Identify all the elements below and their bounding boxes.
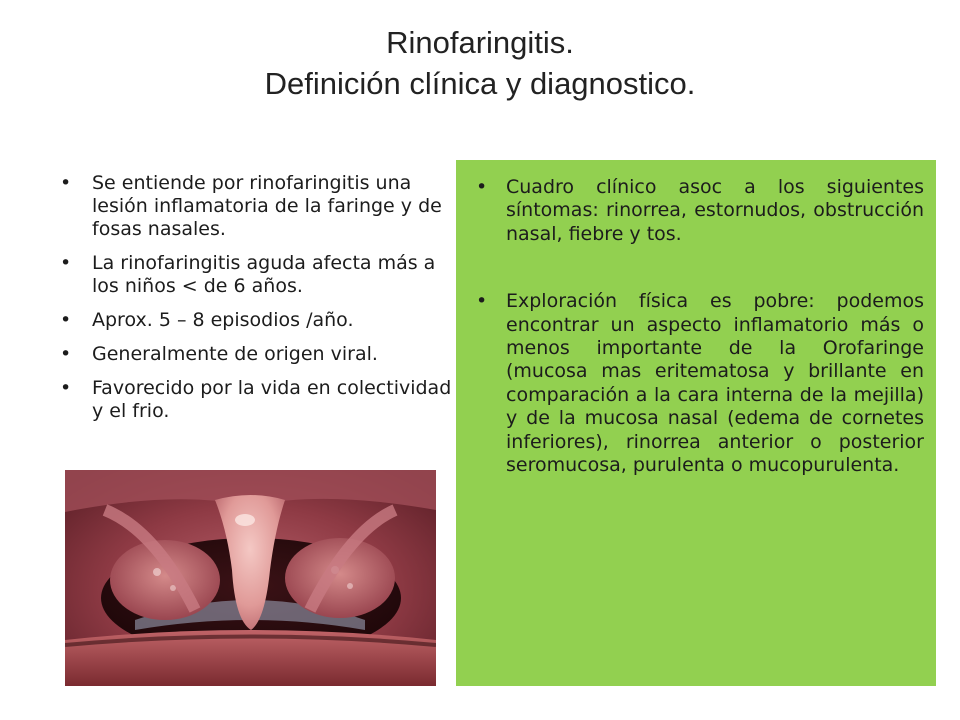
bullet-icon: • xyxy=(60,252,72,274)
bullet-icon: • xyxy=(60,172,72,194)
left-bullet-item xyxy=(60,309,455,332)
right-bullet-list xyxy=(476,176,924,477)
bullet-icon: • xyxy=(476,176,488,198)
slide-title xyxy=(100,22,860,104)
throat-photo xyxy=(65,470,436,686)
left-bullet-item xyxy=(60,252,455,298)
bullet-icon: • xyxy=(60,377,72,399)
left-bullet-text: Se entiende por rinofaringitis una lesión inflamatoria de la faringe y de fosas nasales. xyxy=(92,172,442,240)
left-bullet-item xyxy=(60,377,455,423)
left-bullet-text: Aprox. 5 – 8 episodios /año. xyxy=(92,309,354,331)
slide-title-line-2: Definición clínica y diagnostico. xyxy=(264,66,696,102)
left-bullet-text: La rinofaringitis aguda afecta más a los niños < de 6 años. xyxy=(92,252,436,297)
left-bullet-text: Favorecido por la vida en colectividad y el frio. xyxy=(92,377,452,422)
left-bullet-item xyxy=(60,343,455,366)
right-bullet-item xyxy=(476,176,924,246)
right-bullet-text: Exploración física es pobre: podemos encontrar un aspecto inflamatorio más o menos importante de la Orofaringe (mucosa mas eritematosa y brillante en comparación a la cara interna de la mejilla) y de la mucosa nasal (edema de cornetes inferiores), rinorrea anterior o posterior seromucosa, purulenta o mucopurulenta. xyxy=(506,290,924,477)
bullet-icon: • xyxy=(60,343,72,365)
bullet-icon: • xyxy=(60,309,72,331)
left-bullet-list xyxy=(60,172,455,434)
left-bullet-text: Generalmente de origen viral. xyxy=(92,343,378,365)
left-bullet-item xyxy=(60,172,455,241)
bullet-icon: • xyxy=(476,290,488,313)
slide-title-line-1: Rinofaringitis. xyxy=(386,25,574,60)
right-bullet-text: Cuadro clínico asoc a los siguientes síntomas: rinorrea, estornudos, obstrucción nasal, fiebre y tos. xyxy=(506,176,924,245)
clinical-summary-box xyxy=(456,160,936,686)
throat-photo-illustration xyxy=(65,470,436,686)
right-bullet-item xyxy=(476,290,924,477)
